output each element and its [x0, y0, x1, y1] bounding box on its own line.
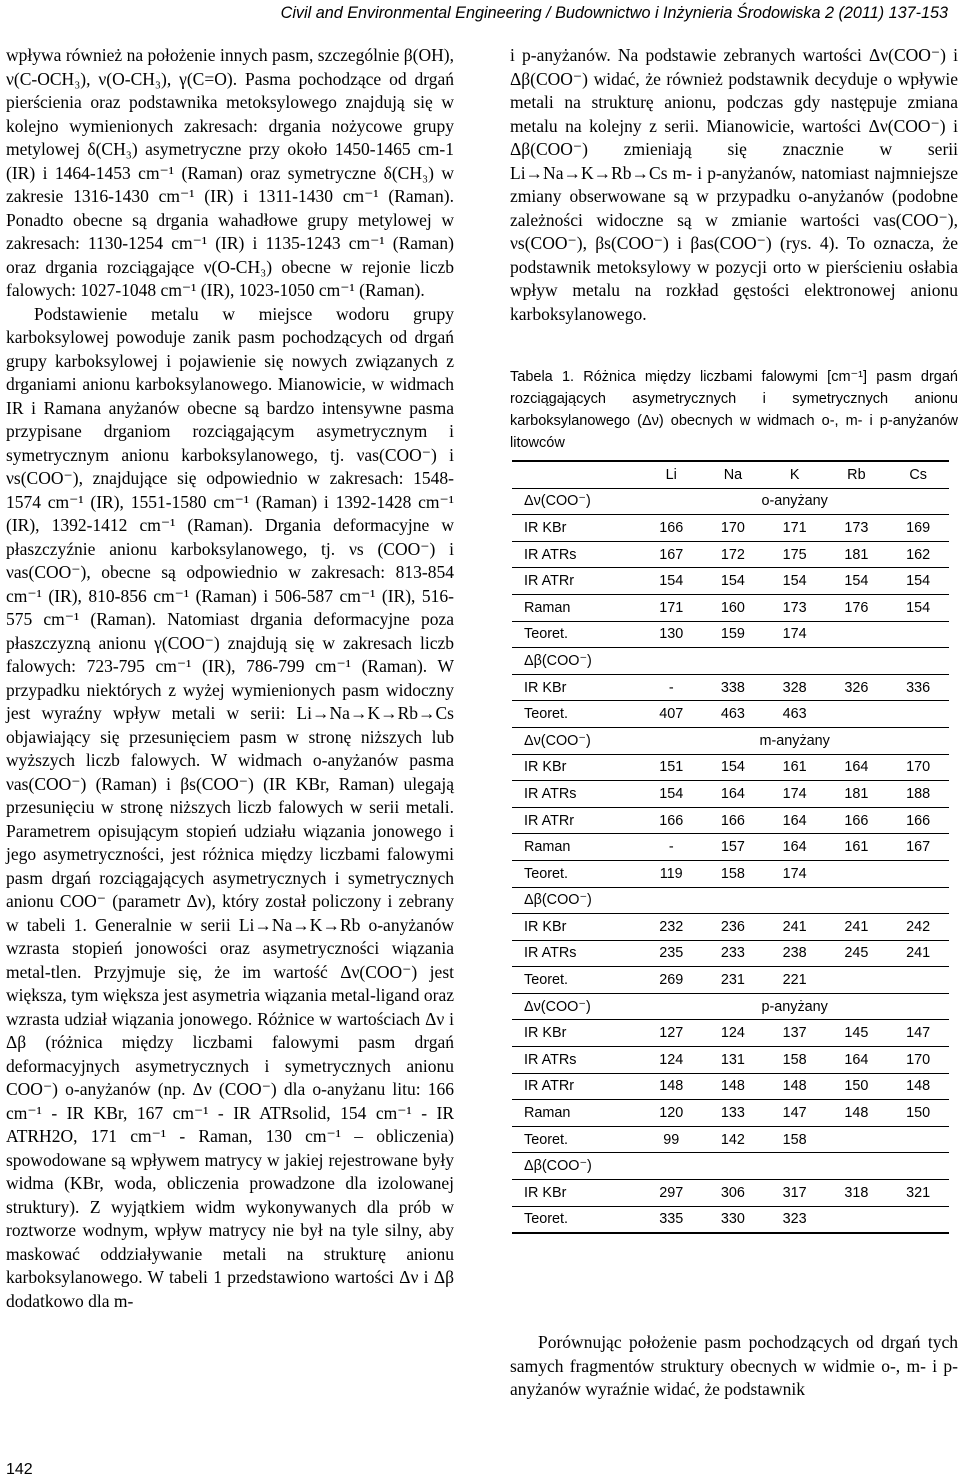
table-header-row	[512, 461, 949, 488]
table-cell: 181	[826, 541, 888, 568]
table-cell: 173	[826, 515, 888, 542]
table-cell: 166	[640, 515, 702, 542]
right-column	[510, 44, 958, 326]
row-label: Raman	[512, 1100, 640, 1127]
table-cell: 157	[702, 834, 764, 861]
running-header: Civil and Environmental Engineering / Budownictwo i Inżynieria Środowiska 2 (2011) 137-153	[280, 4, 948, 22]
row-label: IR KBr	[512, 754, 640, 781]
table-cell: 338	[702, 674, 764, 701]
table-cell: 306	[702, 1180, 764, 1207]
row-label: IR KBr	[512, 674, 640, 701]
table-cell: 119	[640, 860, 702, 887]
table-row	[512, 1180, 949, 1207]
table-cell: 151	[640, 754, 702, 781]
table-cell: 171	[764, 515, 826, 542]
table-cell: 323	[764, 1206, 826, 1233]
row-label: Raman	[512, 594, 640, 621]
row-label: Teoret.	[512, 1126, 640, 1153]
table-row	[512, 1126, 949, 1153]
table-cell: 154	[826, 568, 888, 595]
table-cell: 154	[887, 594, 949, 621]
table-cell: 176	[826, 594, 888, 621]
table-cell: 150	[887, 1100, 949, 1127]
table-row	[512, 781, 949, 808]
table-cell: 330	[702, 1206, 764, 1233]
column-header: K	[764, 461, 826, 488]
table-cell	[887, 1206, 949, 1233]
table-cell: 170	[887, 1047, 949, 1074]
group-title	[640, 887, 949, 914]
table-caption: Tabela 1. Różnica między liczbami falowymi [cm⁻¹] pasm drgań rozciągających asymetrycznych i symetrycznych anionu karboksylanowego (Δν) obecnych w widmach o-, m- i p-anyżanów litowców	[510, 369, 958, 451]
row-label: IR ATRs	[512, 1047, 640, 1074]
table-cell: -	[640, 834, 702, 861]
table-cell: 269	[640, 967, 702, 994]
table-cell: 148	[887, 1073, 949, 1100]
table-cell: 154	[702, 568, 764, 595]
row-label: IR ATRs	[512, 541, 640, 568]
left-column	[6, 44, 454, 1313]
table-cell: 173	[764, 594, 826, 621]
table-cell: 120	[640, 1100, 702, 1127]
table-cell: 158	[764, 1126, 826, 1153]
table-cell: 166	[702, 807, 764, 834]
table-cell: 235	[640, 940, 702, 967]
table-row	[512, 515, 949, 542]
table-cell: 161	[826, 834, 888, 861]
table-group-row	[512, 993, 949, 1020]
table-row	[512, 1073, 949, 1100]
paragraph-1: wpływa również na położenie innych pasm, szczególnie β(OH), ν(C-OCH₃), ν(O-CH₃), γ(C=O). Pasma pochodzące od drgań pierścienia oraz podstawnika metoksylowego znajdują się w kolejno wymienionych zakresach: drgania nożycowe grupy metylowej δ(CH₃) asymetryczne przy około 1450-1465 cm-1 (IR) i 1464-1453 cm⁻¹ (Raman) oraz symetryczne δ(CH₃) w zakresie 1316-1430 cm⁻¹ (IR) i 1311-1430 cm⁻¹ (Raman). Ponadto obecne są drgania wahadłowe grupy metylowej w zakresach: 1130-1254 cm⁻¹ (IR) i 1135-1243 cm⁻¹ (Raman) oraz drgania rozciągające ν(O-CH₃) obecne w rejonie liczb falowych: 1027-1048 cm⁻¹ (IR), 1023-1050 cm⁻¹ (Raman).	[6, 45, 454, 300]
table-cell: 231	[702, 967, 764, 994]
table-cell	[826, 967, 888, 994]
table-cell: 321	[887, 1180, 949, 1207]
table-row	[512, 754, 949, 781]
table-cell: 174	[764, 621, 826, 648]
table-cell: 174	[764, 860, 826, 887]
table-cell: 167	[640, 541, 702, 568]
table-row	[512, 914, 949, 941]
table-row	[512, 541, 949, 568]
table-cell: 170	[887, 754, 949, 781]
data-table	[512, 460, 949, 1234]
table-group-row	[512, 1153, 949, 1180]
table-row	[512, 967, 949, 994]
table-cell: 169	[887, 515, 949, 542]
table-cell: 164	[826, 1047, 888, 1074]
table-cell: 150	[826, 1073, 888, 1100]
table-row	[512, 568, 949, 595]
table-cell: 145	[826, 1020, 888, 1047]
table-cell: 335	[640, 1206, 702, 1233]
table-cell: 241	[826, 914, 888, 941]
table-cell: 154	[640, 781, 702, 808]
table-cell: 245	[826, 940, 888, 967]
row-label: Teoret.	[512, 701, 640, 728]
table-cell: 170	[702, 515, 764, 542]
row-label: IR ATRr	[512, 568, 640, 595]
table-cell	[887, 621, 949, 648]
table-cell: 137	[764, 1020, 826, 1047]
table-cell: 124	[640, 1047, 702, 1074]
table-row	[512, 594, 949, 621]
table-cell: 164	[764, 834, 826, 861]
paragraph-2: Podstawienie metalu w miejsce wodoru grupy karboksylowej powoduje zanik pasm pochodzących od drgań grupy karboksylowej i pojawienie się nowych związanych z drganiami anionu karboksylanowego. Mianowicie, w widmach IR i Ramana anyżanów obecne są bardzo intensywne pasma przypisane drganiom rozciągającym asymetrycznym i symetrycznym anionu karboksylanowego, tj. νas(COO⁻) i νs(COO⁻), znajdujące się odpowiednio w zakresach: 1548-1574 cm⁻¹ (IR), 1551-1580 cm⁻¹ (Raman) i 1392-1428 cm⁻¹ (IR), 1392-1412 cm⁻¹ (Raman). Drgania deformacyjne w płaszczyźnie anionu karboksylanowego, tj. νs (COO⁻) i νas(COO⁻), obecne są odpowiednio w zakresach: 813-854 cm⁻¹ (IR), 810-856 cm⁻¹ (Raman) i 506-587 cm⁻¹ (IR), 516-575 cm⁻¹ (Raman). Natomiast drgania deformacyjne poza płaszczyzną anionu γ(COO⁻) znajdują się w zakresach liczb falowych: 723-795 cm⁻¹ (IR), 786-799 cm⁻¹ (Raman). W przypadku niektórych z wyżej wymienionych pasm widoczny jest wyraźny wpływ metali w serii: Li→Na→K→Rb→Cs objawiający się przesunięciem pasm w stronę niższych lub wyższych liczb falowych. W widmach o-anyżanów pasma νas(COO⁻) (Raman) i βs(COO⁻) (IR KBr, Raman) ulegają przesunięciu w stronę niższych liczb falowych w serii metali. Parametrem opisującym stopień udziału wiązania jonowego i jego asymetryczności, jest różnica między liczbami falowymi pasm drgań rozciągających asymetrycznych i symetrycznych anionu COO⁻ (parametr Δν), który został policzony i zebrany w tabeli 1. Generalnie w serii Li→Na→K→Rb o-anyżanów wzrasta stopień jonowości oraz asymetryczności wiązania metal-tlen. Przyjmuje się, że im wartość Δν(COO⁻) jest większa, tym większa jest asymetria wiązania metal-ligand oraz wzrasta udział wiązania jonowego. Różnice w wartościach Δν i Δβ (różnica między liczbami falowymi pasm drgań deformacyjnych asymetrycznych i symetrycznych anionu COO⁻) o-anyżanów (np. Δν (COO⁻) dla o-anyżanu litu: 166 cm⁻¹ - IR KBr, 167 cm⁻¹ - IR ATRsolid, 154 cm⁻¹ - IR ATRH2O, 171 cm⁻¹ - Raman, 130 cm⁻¹ – obliczenia) spowodowane są wpływem matrycy w jakiej rejestrowane były widma (KBr, woda, obliczenia prowadzone dla izolowanej struktury). Z wyjątkiem widm wykonywanych dla prób w roztworze wodnym, wpływ matrycy nie był na tyle silny, aby maskować oddziaływanie metali na strukturę anionu karboksylanowego. W tabeli 1 przedstawiono wartości Δν i Δβ dodatkowo dla m-	[6, 303, 455, 1311]
table-cell: -	[640, 674, 702, 701]
table-cell: 131	[702, 1047, 764, 1074]
row-label: IR KBr	[512, 1180, 640, 1207]
table-row	[512, 940, 949, 967]
table-row	[512, 674, 949, 701]
header-blank-cell	[512, 461, 640, 488]
table-cell: 317	[764, 1180, 826, 1207]
page-number: 142	[6, 1461, 33, 1478]
table-cell: 161	[764, 754, 826, 781]
row-label: Teoret.	[512, 1206, 640, 1233]
table-cell: 171	[640, 594, 702, 621]
table-cell: 172	[702, 541, 764, 568]
group-title	[640, 1153, 949, 1180]
table-cell: 233	[702, 940, 764, 967]
table-cell: 148	[764, 1073, 826, 1100]
table-cell	[826, 701, 888, 728]
table-cell: 142	[702, 1126, 764, 1153]
table-cell: 328	[764, 674, 826, 701]
group-title	[640, 648, 949, 675]
row-label: Teoret.	[512, 860, 640, 887]
table-cell: 181	[826, 781, 888, 808]
table-cell: 159	[702, 621, 764, 648]
group-title: m-anyżany	[640, 727, 949, 754]
closing-paragraph	[510, 1331, 958, 1402]
table-cell: 241	[887, 940, 949, 967]
row-label: IR KBr	[512, 914, 640, 941]
table-group-row	[512, 488, 949, 515]
paragraph-3: i p-anyżanów. Na podstawie zebranych wartości Δν(COO⁻) i Δβ(COO⁻) widać, że również podstawnik decyduje o wpływie metali na strukturę anionu, podczas gdy następuje zmiana metalu na kolejny z serii. Mianowicie, wartości Δν(COO⁻) i Δβ(COO⁻) zmieniają się znacznie w serii Li→Na→K→Rb→Cs m- i p-anyżanów, natomiast najmniejsze zmiany obserwowane są w przypadku o-anyżanów (podobne zależności widoczne są w zmianie wartości νas(COO⁻), νs(COO⁻), βs(COO⁻) i βas(COO⁻) (rys. 4). To oznacza, że podstawnik metoksylowy w pozycji orto w pierścieniu osłabia wpływ metalu na rozkład gęstości elektronowej anionu karboksylanowego.	[510, 45, 958, 324]
table-cell: 336	[887, 674, 949, 701]
table-cell: 241	[764, 914, 826, 941]
table-cell: 147	[764, 1100, 826, 1127]
table-cell: 463	[702, 701, 764, 728]
table-cell: 164	[764, 807, 826, 834]
row-label: IR KBr	[512, 1020, 640, 1047]
table-cell: 326	[826, 674, 888, 701]
table-cell: 154	[640, 568, 702, 595]
table-cell: 232	[640, 914, 702, 941]
group-label: Δν(COO⁻)	[512, 993, 640, 1020]
table-cell: 99	[640, 1126, 702, 1153]
table-cell: 318	[826, 1180, 888, 1207]
table-cell: 162	[887, 541, 949, 568]
row-label: IR ATRr	[512, 1073, 640, 1100]
row-label: IR ATRs	[512, 940, 640, 967]
group-label: Δβ(COO⁻)	[512, 887, 640, 914]
column-header: Li	[640, 461, 702, 488]
row-label: Teoret.	[512, 967, 640, 994]
table-cell: 164	[826, 754, 888, 781]
table-cell: 221	[764, 967, 826, 994]
table-cell: 124	[702, 1020, 764, 1047]
table-row	[512, 621, 949, 648]
group-label: Δν(COO⁻)	[512, 727, 640, 754]
table-row	[512, 860, 949, 887]
table-row	[512, 834, 949, 861]
table-cell: 133	[702, 1100, 764, 1127]
table-cell: 158	[702, 860, 764, 887]
table-cell: 154	[702, 754, 764, 781]
table-cell	[887, 967, 949, 994]
table-cell: 238	[764, 940, 826, 967]
table-cell	[887, 701, 949, 728]
table-cell: 166	[826, 807, 888, 834]
table-cell: 158	[764, 1047, 826, 1074]
table-cell: 242	[887, 914, 949, 941]
table-cell: 175	[764, 541, 826, 568]
table-cell	[826, 1126, 888, 1153]
table-group-row	[512, 887, 949, 914]
group-label: Δβ(COO⁻)	[512, 648, 640, 675]
table-cell	[887, 860, 949, 887]
table-cell: 127	[640, 1020, 702, 1047]
table-cell: 148	[702, 1073, 764, 1100]
group-label: Δν(COO⁻)	[512, 488, 640, 515]
table-cell: 154	[887, 568, 949, 595]
group-label: Δβ(COO⁻)	[512, 1153, 640, 1180]
table-row	[512, 1047, 949, 1074]
table-cell	[826, 1206, 888, 1233]
table-cell: 297	[640, 1180, 702, 1207]
table-cell: 463	[764, 701, 826, 728]
table-cell: 174	[764, 781, 826, 808]
table-cell: 148	[826, 1100, 888, 1127]
row-label: IR ATRs	[512, 781, 640, 808]
table-cell	[887, 1126, 949, 1153]
table-cell: 188	[887, 781, 949, 808]
table-row	[512, 701, 949, 728]
table-group-row	[512, 727, 949, 754]
table-cell: 167	[887, 834, 949, 861]
table-cell: 160	[702, 594, 764, 621]
group-title: o-anyżany	[640, 488, 949, 515]
table-cell: 154	[764, 568, 826, 595]
table-cell: 130	[640, 621, 702, 648]
table-cell	[826, 621, 888, 648]
closing-text: Porównując położenie pasm pochodzących od drgań tych samych fragmentów struktury obecnych w widmie o-, m- i p-anyżanów wyraźnie widać, że podstawnik	[510, 1332, 958, 1399]
row-label: IR ATRr	[512, 807, 640, 834]
table-row	[512, 1020, 949, 1047]
table-cell	[826, 860, 888, 887]
table-row	[512, 807, 949, 834]
table-cell: 407	[640, 701, 702, 728]
row-label: Teoret.	[512, 621, 640, 648]
table-row	[512, 1206, 949, 1233]
column-header: Rb	[826, 461, 888, 488]
row-label: IR KBr	[512, 515, 640, 542]
table-row	[512, 1100, 949, 1127]
row-label: Raman	[512, 834, 640, 861]
table-cell: 166	[887, 807, 949, 834]
column-header: Na	[702, 461, 764, 488]
group-title: p-anyżany	[640, 993, 949, 1020]
table-cell: 166	[640, 807, 702, 834]
table-cell: 164	[702, 781, 764, 808]
table-group-row	[512, 648, 949, 675]
column-header: Cs	[887, 461, 949, 488]
table-cell: 147	[887, 1020, 949, 1047]
table-cell: 148	[640, 1073, 702, 1100]
table-cell: 236	[702, 914, 764, 941]
